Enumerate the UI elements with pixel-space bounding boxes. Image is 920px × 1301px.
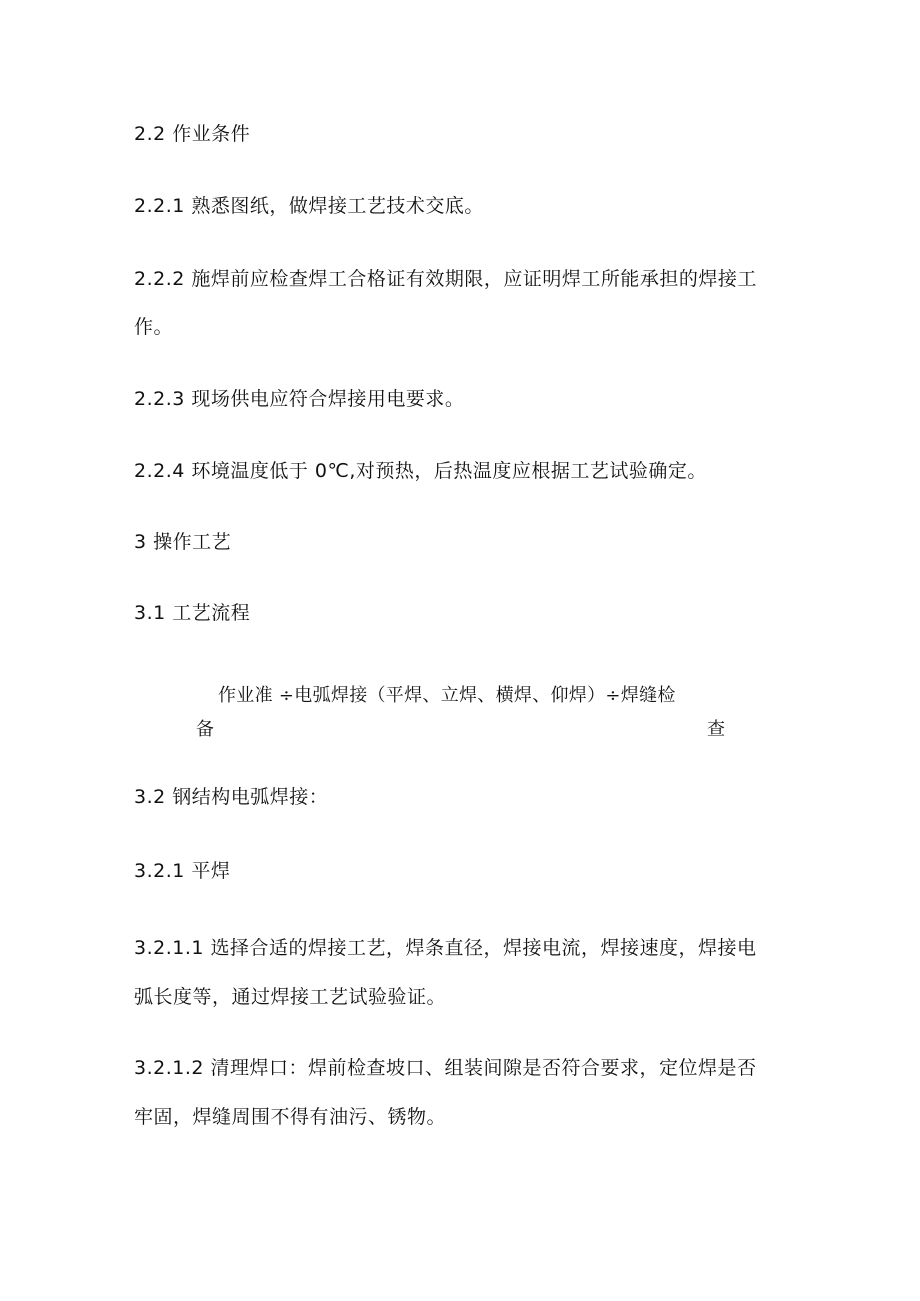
paragraph-3-2-1-1-line-2: 弧长度等，通过焊接工艺试验验证。 (134, 986, 447, 1008)
paragraph-3-2-1-2-line-1: 3.2.1.2 清理焊口：焊前检查坡口、组装间隙是否符合要求，定位焊是否 (134, 1057, 757, 1079)
paragraph-3-2-1-2-line-2: 牢固，焊缝周围不得有油污、锈物。 (134, 1106, 447, 1128)
paragraph-2-2-4: 2.2.4 环境温度低于 0℃,对预热，后热温度应根据工艺试验确定。 (134, 460, 707, 482)
paragraph-2-2-1: 2.2.1 熟悉图纸，做焊接工艺技术交底。 (134, 195, 484, 217)
paragraph-2-2-2-line-1: 2.2.2 施焊前应检查焊工合格证有效期限，应证明焊工所能承担的焊接工 (134, 268, 757, 290)
paragraph-2-2-3: 2.2.3 现场供电应符合焊接用电要求。 (134, 388, 465, 410)
process-flow-line: 作业准 ÷电弧焊接（平焊、立焊、横焊、仰焊）÷焊缝检 (218, 685, 676, 706)
process-flow-step-1-tail: 备 (196, 719, 215, 740)
heading-3-2-1: 3.2.1 平焊 (134, 860, 231, 882)
heading-3-2: 3.2 钢结构电弧焊接： (134, 786, 329, 808)
heading-3-1: 3.1 工艺流程 (134, 602, 251, 624)
paragraph-2-2-2-line-2: 作。 (134, 316, 174, 338)
paragraph-3-2-1-1-line-1: 3.2.1.1 选择合适的焊接工艺，焊条直径，焊接电流，焊接速度，焊接电 (134, 937, 757, 959)
process-flow-step-3-tail: 查 (707, 719, 726, 740)
heading-2-2: 2.2 作业条件 (134, 123, 251, 145)
heading-3: 3 操作工艺 (134, 531, 232, 553)
